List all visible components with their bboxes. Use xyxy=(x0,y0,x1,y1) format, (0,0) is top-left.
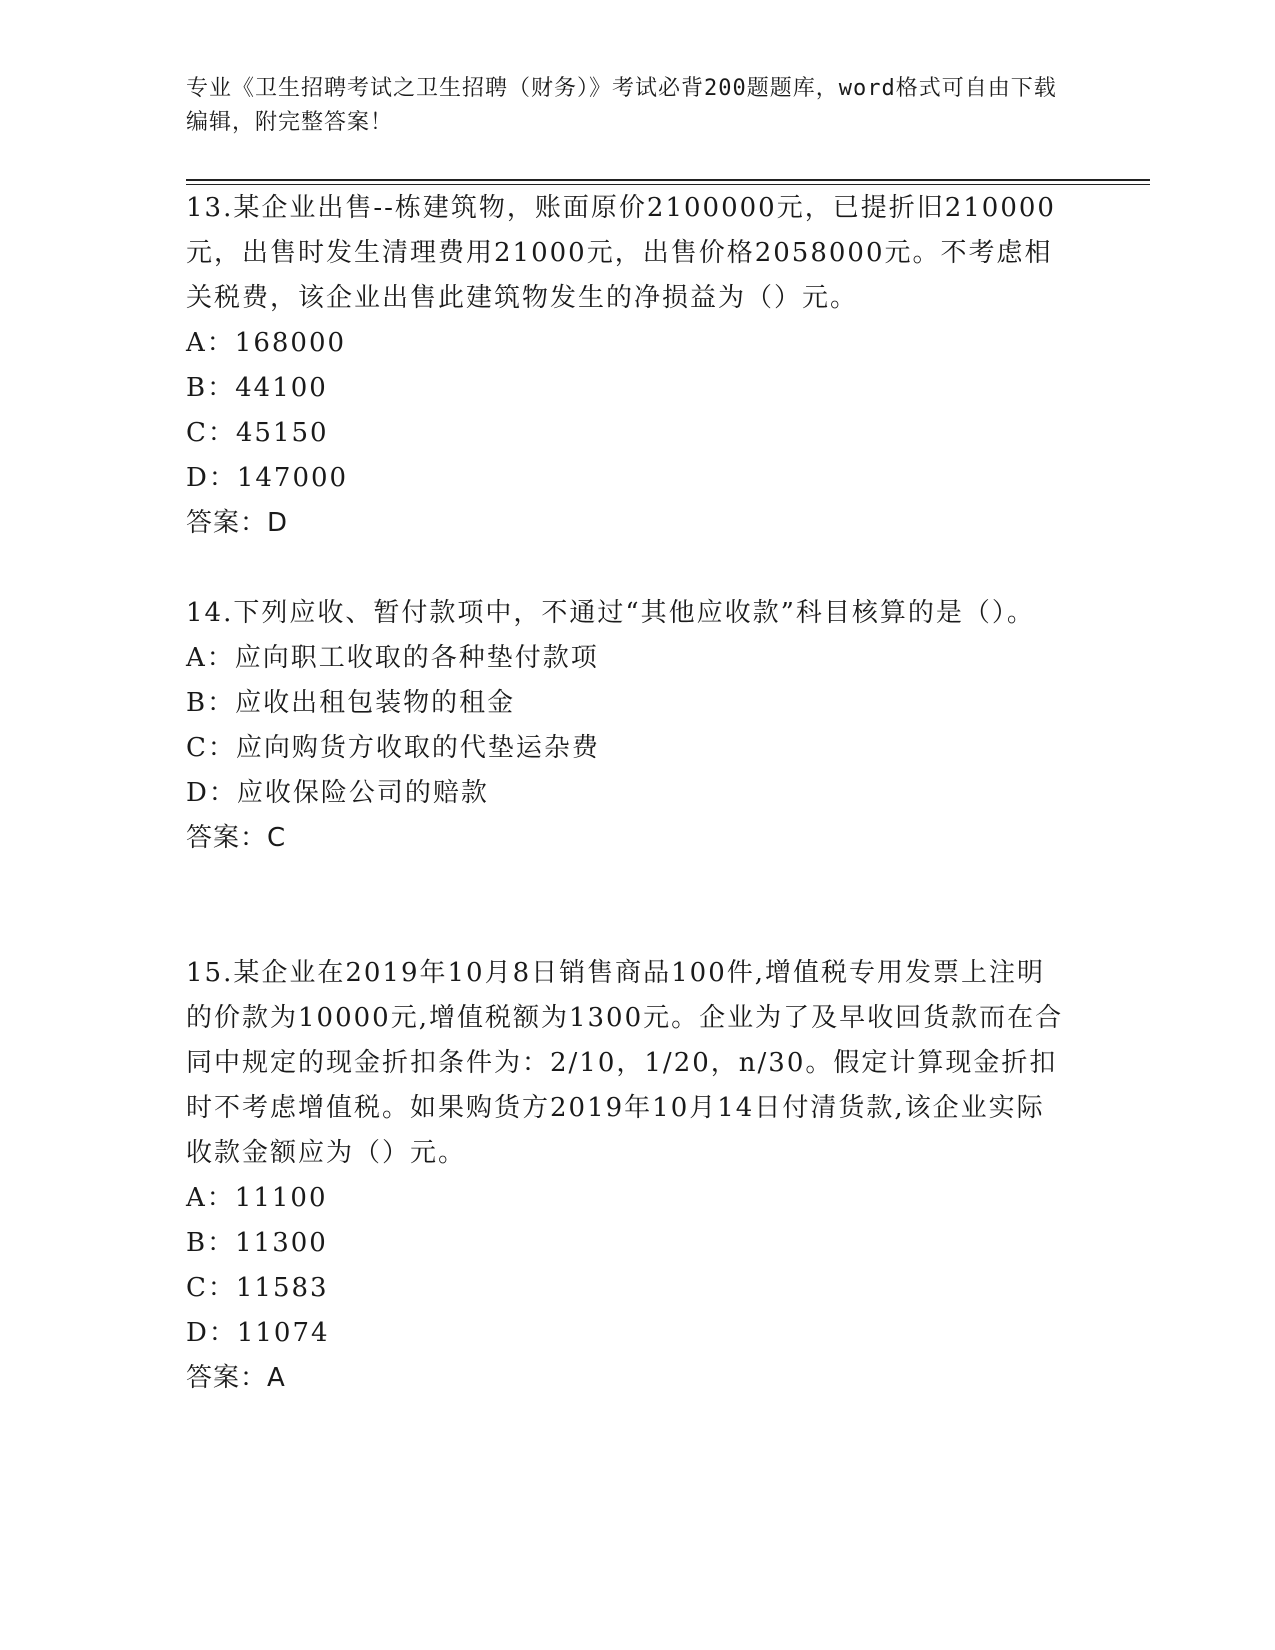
option-b: B：应收出租包装物的租金 xyxy=(186,688,516,718)
option-b: B：11300 xyxy=(186,1228,328,1258)
option-d: D：应收保险公司的赔款 xyxy=(186,778,489,808)
header-divider-thick xyxy=(186,179,1150,181)
option-a: A：168000 xyxy=(186,328,347,358)
question-text: 13.某企业出售--栋建筑物，账面原价2100000元，已提折旧210000元，出售时发生清理费用21000元，出售价格2058000元。不考虑相关税费，该企业出售此建筑物发生的净损益为（）元。 xyxy=(186,193,1056,313)
option-c: C：11583 xyxy=(186,1273,329,1303)
answer: 答案：C xyxy=(186,823,287,853)
option-c: C：应向购货方收取的代垫运杂费 xyxy=(186,733,600,763)
answer: 答案：A xyxy=(186,1363,286,1393)
option-d: D：11074 xyxy=(186,1318,330,1348)
question-14 xyxy=(186,591,1066,861)
option-a: A：11100 xyxy=(186,1183,328,1213)
header-divider-thin xyxy=(186,184,1150,185)
document-header: 专业《卫生招聘考试之卫生招聘（财务）》考试必背200题题库，word格式可自由下载编辑，附完整答案！ xyxy=(186,76,1057,135)
question-text: 14.下列应收、暂付款项中，不通过“其他应收款”科目核算的是（）。 xyxy=(186,598,1035,628)
option-c: C：45150 xyxy=(186,418,329,448)
option-d: D：147000 xyxy=(186,463,349,493)
option-b: B：44100 xyxy=(186,373,328,403)
question-13 xyxy=(186,186,1066,546)
question-15 xyxy=(186,951,1066,1401)
option-a: A：应向职工收取的各种垫付款项 xyxy=(186,643,599,673)
question-text: 15.某企业在2019年10月8日销售商品100件,增值税专用发票上注明的价款为10000元,增值税额为1300元。企业为了及早收回货款而在合同中规定的现金折扣条件为：2/10，1/20，n/30。假定计算现金折扣时不考虑增值税。如果购货方2019年10月14日付清货款,该企业实际收款金额应为（）元。 xyxy=(186,958,1064,1168)
answer: 答案：D xyxy=(186,508,289,538)
